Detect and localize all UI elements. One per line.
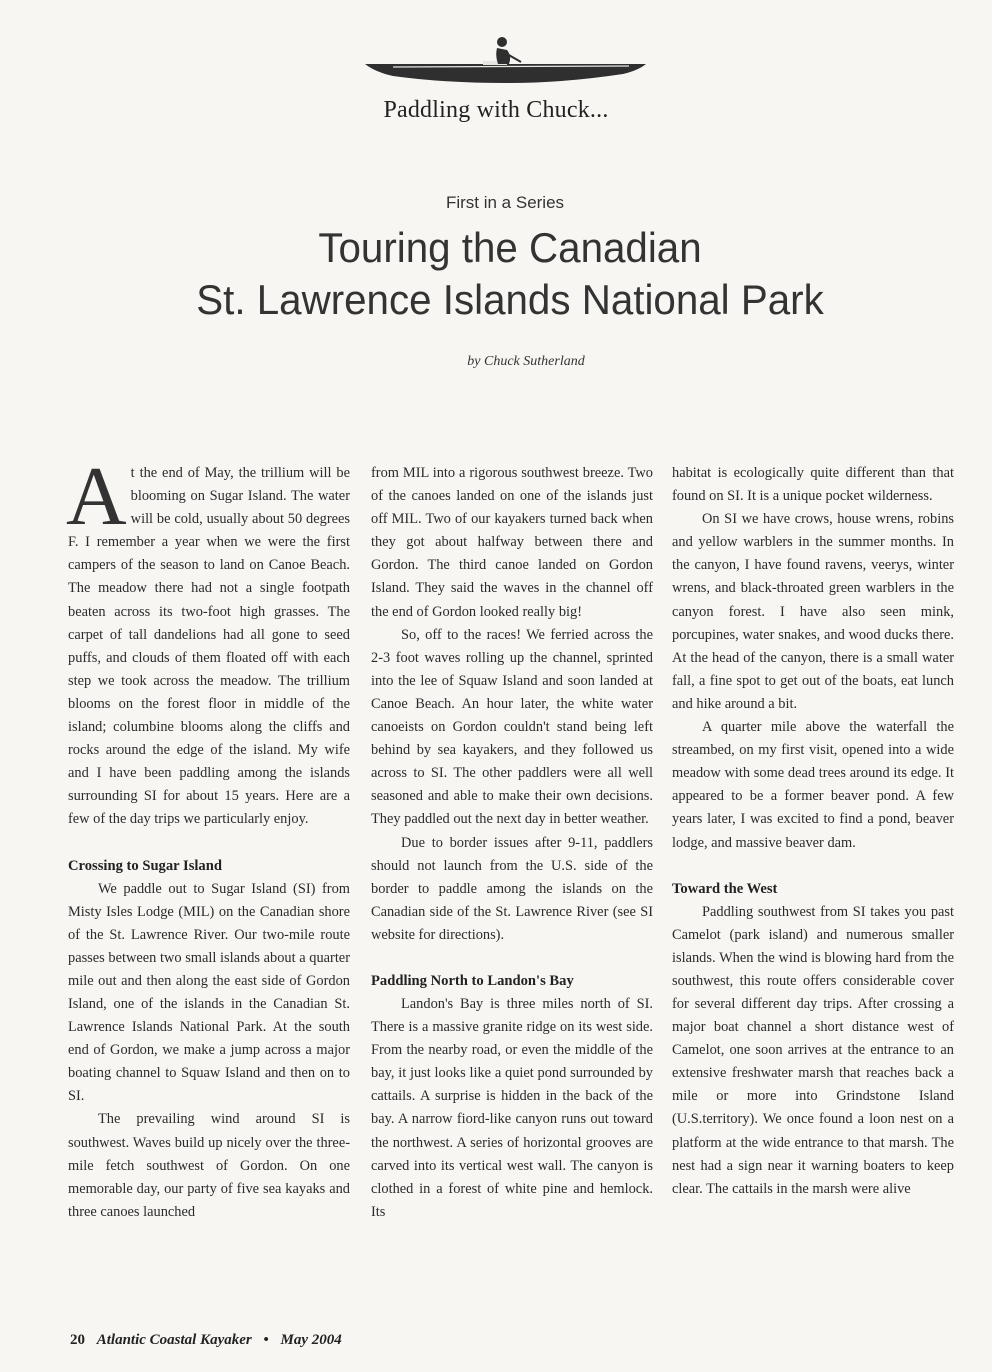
column-3 [672,462,954,1201]
paragraph: habitat is ecologically quite different than that found on SI. It is a unique pocket wilderness. [672,465,954,505]
paragraph: Paddling southwest from SI takes you past Camelot (park island) and numerous smaller islands. When the wind is blowing hard from the southwest, this route offers considerable cover for several different day trips. After crossing a major boat channel a short distance west of Camelot, one soon arrives at the entrance to an extensive freshwater marsh that reaches back a mile or more into Grindstone Island (U.S.territory). We once found a loon nest on a platform at the wide entrance to that marsh. The nest had a sign near it warning boaters to keep clear. The cattails in the marsh were alive [672,903,954,1197]
column-2 [371,462,653,1224]
byline: by Chuck Sutherland [467,354,585,369]
page-number: 20 [70,1332,85,1348]
paragraph: We paddle out to Sugar Island (SI) from Misty Isles Lodge (MIL) on the Canadian shore of the St. Lawrence River. Our two-mile route passes between two small islands about a quarter mile out and then along the east side of Gordon Island, one of the islands in the Canadian St. Lawrence Islands National Park. At the south end of Gordon, we make a jump across a major boating channel to Squaw Island and then on to SI. [68,880,350,1105]
series-name: Paddling with Chuck... [383,97,609,123]
paragraph: On SI we have crows, house wrens, robins and yellow warblers in the summer months. In the canyon, I have found ravens, veerys, winter wrens, and black-throated green warblers in the canyon forest. I have also seen mink, porcupines, water snakes, and wood ducks there. At the head of the canyon, there is a small water fall, a fine spot to get out of the boats, eat lunch and hike around a bit. [672,511,954,712]
paragraph: from MIL into a rigorous southwest breeze. Two of the canoes landed on one of the islands just off MIL. Two of our kayakers turned back when they got about halfway between there and Gordon. The third canoe landed on Gordon Island. They said the waves in the channel off the end of Gordon looked really big! [371,465,653,620]
intro-paragraph: At the end of May, the trillium will be blooming on Sugar Island. The water will be cold, usually about 50 degrees F. I remember a year when we were the first campers of the season to land on Canoe Beach. The meadow there had not a single footpath beaten across its two-foot high grasses. The carpet of tall dandelions had all gone to seed puffs, and clouds of them floated off with each step we took across the meadow. The trillium blooms on the forest floor in middle of the island; columbine blooms along the cliffs and rocks around the edge of the island. My wife and I have been paddling among the islands surrounding SI for about 15 years. Here are a few of the day trips we particularly enjoy. [66,450,350,828]
section-heading-toward-west: Toward the West [672,880,778,897]
publication-name: Atlantic Coastal Kayaker [96,1332,252,1348]
drop-cap: A [66,450,127,543]
bullet-separator: • [263,1332,269,1348]
paragraph: So, off to the races! We ferried across the 2-3 foot waves rolling up the channel, sprinted into the lee of Squaw Island and soon landed at Canoe Beach. An hour later, the white water canoeists on Gordon couldn't stand being left behind by sea kayakers, and they followed us across to SI. The other paddlers were all well seasoned and able to make their own decisions. They paddled out the next day in better weather. [371,626,653,828]
series-kicker: First in a Series [445,193,565,212]
article-title [20,222,992,326]
column-1 [66,450,350,1224]
section-heading-crossing: Crossing to Sugar Island [68,857,222,874]
paragraph: A quarter mile above the waterfall the streambed, on my first visit, opened into a wide meadow with some dead trees around its edge. It appeared to be a former beaver pond. A few years later, I was excited to find a pond, beaver lodge, and massive beaver dam. [672,719,954,851]
page-footer [70,1332,342,1349]
issue-date: May 2004 [280,1332,342,1348]
kayaker-silhouette-icon [363,36,653,86]
article-title-line1: Touring the Canadian [318,224,702,271]
article-title-line2: St. Lawrence Islands National Park [196,276,824,323]
paragraph: Due to border issues after 9-11, paddlers should not launch from the U.S. side of the border to paddle among the islands on the Canadian side of the St. Lawrence River (see SI website for directions). [371,834,653,943]
section-heading-landons-bay: Paddling North to Landon's Bay [371,972,574,989]
paragraph: The prevailing wind around SI is southwest. Waves build up nicely over the three-mile fetch southwest of Gordon. On one memorable day, our party of five sea kayaks and three canoes launched [68,1111,350,1220]
paragraph: Landon's Bay is three miles north of SI. There is a massive granite ridge on its west side. From the nearby road, or even the middle of the bay, it just looks like a quiet pond surrounded by cattails. A surprise is hidden in the back of the bay. A narrow fiord-like canyon runs out toward the northwest. A series of horizontal grooves are carved into its vertical west wall. The canyon is clothed in a forest of white pine and hemlock. Its [371,995,653,1220]
